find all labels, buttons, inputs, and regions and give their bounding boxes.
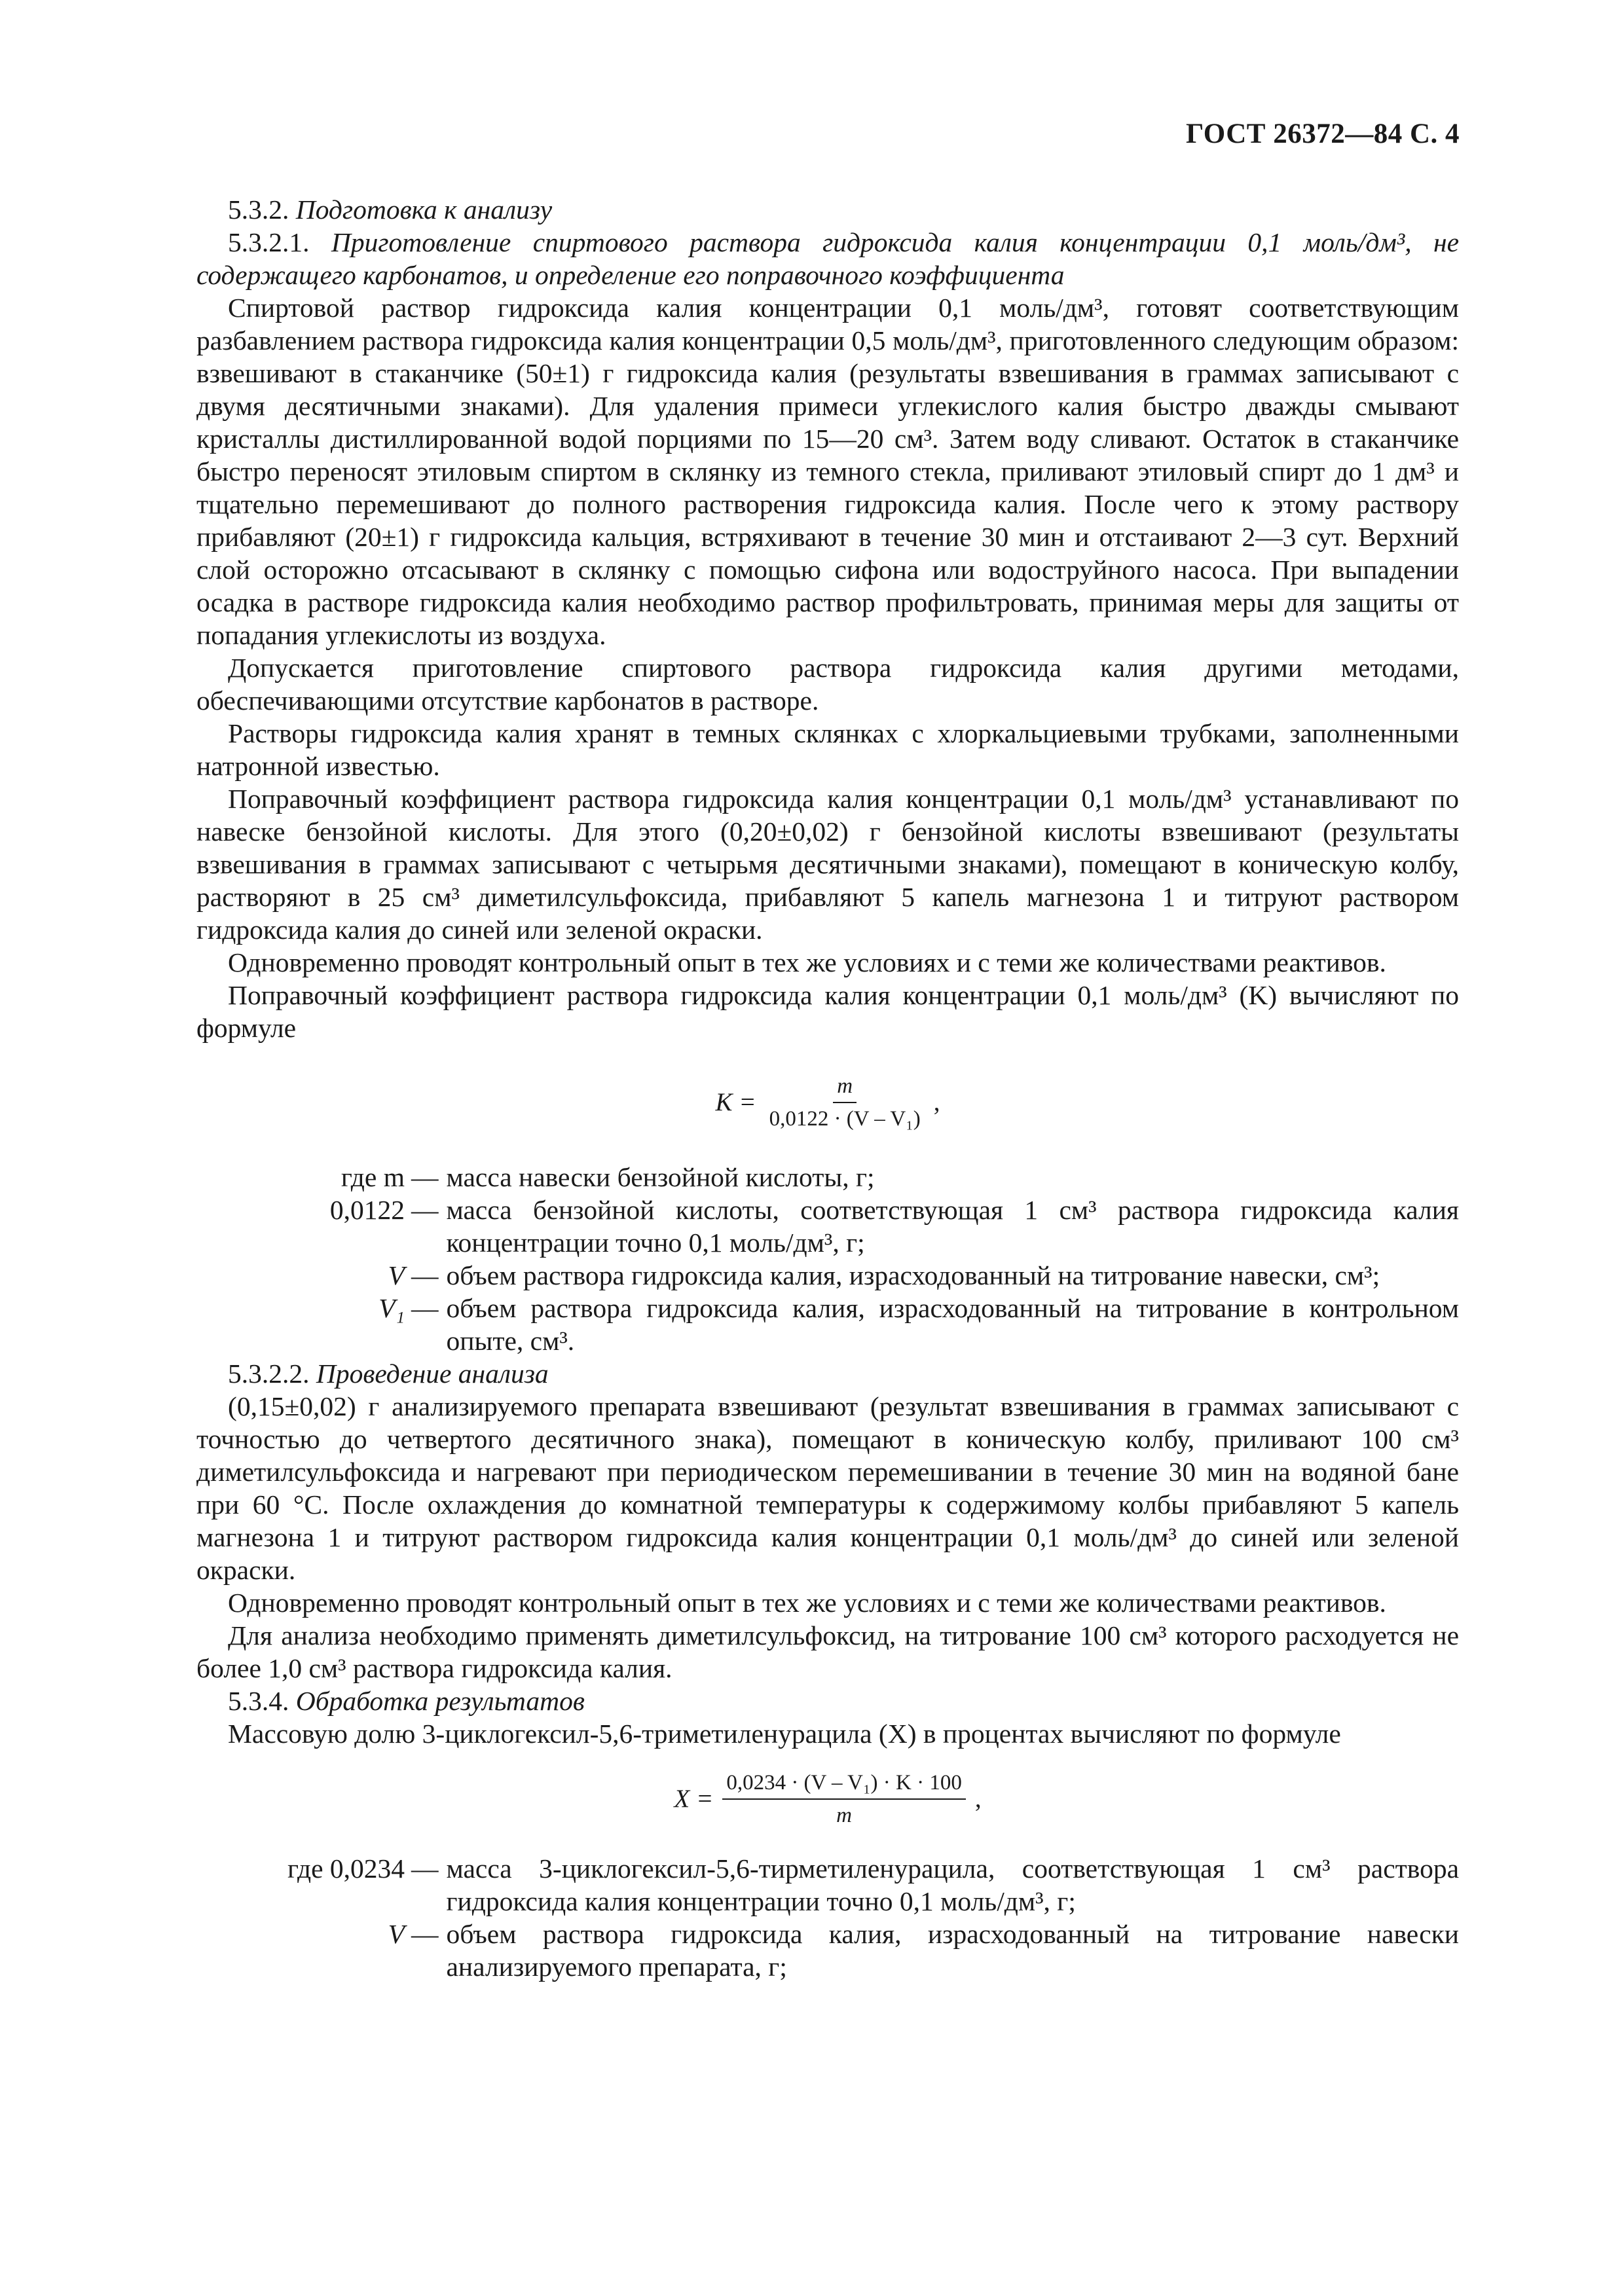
definition-item: [196, 1161, 1459, 1194]
paragraph: Спиртовой раствор гидроксида калия концентрации 0,1 моль/дм³, готовят соответствующим разбавлением раствора гидроксида калия концентрации 0,5 моль/дм³, приготовленного следующим образом: взвешивают в стаканчике (50±1) г гидроксида калия (результаты взвешивания в граммах записывают с двумя десятичными знаками). Для удаления примеси углекислого калия быстро дважды смывают кристаллы дистиллированной водой порциями по 15—20 см³. Затем воду сливают. Остаток в стаканчике быстро переносят этиловым спиртом в склянку из темного стекла, приливают этиловый спирт до 1 дм³ и тщательно перемешивают до полного растворения гидроксида калия. После чего к этому раствору прибавляют (20±1) г гидроксида кальция, встряхивают в течение 30 мин и отстаивают 2—3 сут. Верхний слой осторожно отсасывают в склянку с помощью сифона или водоструйного насоса. При выпадении осадка в растворе гидроксида калия необходимо раствор профильтровать, принимая меры для защиты от попадания углекислоты из воздуха.: [196, 293, 1459, 650]
paragraph: Допускается приготовление спиртового раствора гидроксида калия другими методами, обеспечивающими отсутствие карбонатов в растворе.: [196, 653, 1459, 716]
formula-x: [196, 1770, 1459, 1829]
definition-item: [196, 1292, 1459, 1357]
definition-dash: —: [411, 1919, 439, 1949]
definition-item: [196, 1852, 1459, 1918]
section-title: Приготовление спиртового раствора гидроксида калия концентрации 0,1 моль/дм³, не содержащего карбонатов, и определение его поправочного коэффициента: [196, 227, 1460, 290]
section-heading: [196, 193, 1459, 226]
formula-denominator: m: [836, 1804, 852, 1827]
definition-item: [196, 1259, 1459, 1292]
section-heading: [196, 1357, 1459, 1390]
definition-text: масса 3-циклогексил-5,6-тирметиленурацила, соответствующая 1 см³ раствора гидроксида калия концентрации точно 0,1 моль/дм³, г;: [446, 1853, 1459, 1916]
paragraph: Поправочный коэффициент раствора гидроксида калия концентрации 0,1 моль/дм³ устанавливают по навеске бензойной кислоты. Для этого (0,20±0,02) г бензойной кислоты взвешивают (результаты взвешивания в граммах записывают с четырьмя десятичными знаками), помещают в коническую колбу, растворяют в 25 см³ диметилсульфоксида, прибавляют 5 капель магнезона 1 и титруют раствором гидроксида калия до синей или зеленой окраски.: [196, 784, 1459, 945]
formula-numerator: 0,0234 · (V – V₁) · K · 100: [722, 1770, 966, 1800]
definition-dash: —: [411, 1260, 439, 1290]
formula-lhs: K =: [715, 1088, 756, 1116]
definition-dash: —: [411, 1293, 439, 1323]
paragraph: Поправочный коэффициент раствора гидроксида калия концентрации 0,1 моль/дм³ (K) вычисляют по формуле: [196, 980, 1459, 1043]
paragraph: Одновременно проводят контрольный опыт в тех же условиях и с теми же количествами реактивов.: [228, 1588, 1386, 1618]
definition-symbol: где 0,0234: [287, 1853, 405, 1884]
section-title: Проведение анализа: [316, 1358, 549, 1389]
formula-fraction: [765, 1073, 925, 1132]
definition-symbol: V: [388, 1260, 405, 1290]
definition-symbol: V₁: [378, 1293, 405, 1323]
paragraph: Растворы гидроксида калия хранят в темных склянках с хлоркальциевыми трубками, заполненными натронной известью.: [196, 718, 1459, 781]
definition-text: объем раствора гидроксида калия, израсходованный на титрование навески, см³;: [446, 1260, 1380, 1290]
definition-symbol: V: [388, 1919, 405, 1949]
definition-dash: —: [411, 1195, 439, 1225]
definition-text: объем раствора гидроксида калия, израсходованный на титрование навески анализируемого препарата, г;: [446, 1919, 1459, 1982]
formula-definitions: [196, 1161, 1459, 1357]
page-header: ГОСТ 26372—84 С. 4: [1185, 118, 1460, 149]
section-number: 5.3.2.1.: [228, 227, 310, 257]
formula-numerator: m: [833, 1073, 857, 1103]
formula-fraction: [722, 1770, 966, 1829]
paragraph: Одновременно проводят контрольный опыт в тех же условиях и с теми же количествами реактивов.: [228, 947, 1386, 977]
formula-tail: ,: [933, 1088, 940, 1116]
formula-denominator: 0,0122 · (V – V₁): [769, 1107, 921, 1131]
paragraph: (0,15±0,02) г анализируемого препарата взвешивают (результат взвешивания в граммах записывают с точностью до четвертого десятичного знака), помещают в коническую колбу, приливают 100 см³ диметилсульфоксида и нагревают при периодическом перемешивании в течение 30 мин на водяной бане при 60 °С. После охлаждения до комнатной температуры к содержимому колбы прибавляют 5 капель магнезона 1 и титруют раствором гидроксида калия концентрации 0,1 моль/дм³ до синей или зеленой окраски.: [196, 1391, 1459, 1585]
definition-item: [196, 1918, 1459, 1983]
document-body: [196, 193, 1459, 1983]
formula-tail: ,: [974, 1785, 982, 1813]
section-heading: [196, 226, 1459, 291]
section-title: Обработка результатов: [295, 1686, 585, 1716]
section-heading: [196, 1685, 1459, 1717]
formula-lhs: X =: [674, 1785, 714, 1813]
formula-definitions: [196, 1852, 1459, 1983]
section-number: 5.3.4.: [228, 1686, 289, 1716]
definition-symbol: 0,0122: [329, 1195, 405, 1225]
definition-dash: —: [411, 1853, 439, 1884]
formula-k: [196, 1073, 1459, 1132]
definition-symbol: где m: [341, 1162, 405, 1192]
section-title: Подготовка к анализу: [295, 194, 553, 225]
definition-text: масса бензойной кислоты, соответствующая 1 см³ раствора гидроксида калия концентрации точно 0,1 моль/дм³, г;: [446, 1195, 1459, 1258]
definition-dash: —: [411, 1162, 439, 1192]
paragraph: Для анализа необходимо применять диметилсульфоксид, на титрование 100 см³ которого расходуется не более 1,0 см³ раствора гидроксида калия.: [196, 1620, 1459, 1683]
paragraph: Массовую долю 3-циклогексил-5,6-триметиленурацила (X) в процентах вычисляют по формуле: [228, 1719, 1341, 1749]
definition-text: масса навески бензойной кислоты, г;: [446, 1162, 875, 1192]
definition-text: объем раствора гидроксида калия, израсходованный на титрование в контрольном опыте, см³.: [446, 1293, 1459, 1356]
definition-item: [196, 1194, 1459, 1259]
section-number: 5.3.2.: [228, 194, 289, 225]
section-number: 5.3.2.2.: [228, 1358, 310, 1389]
